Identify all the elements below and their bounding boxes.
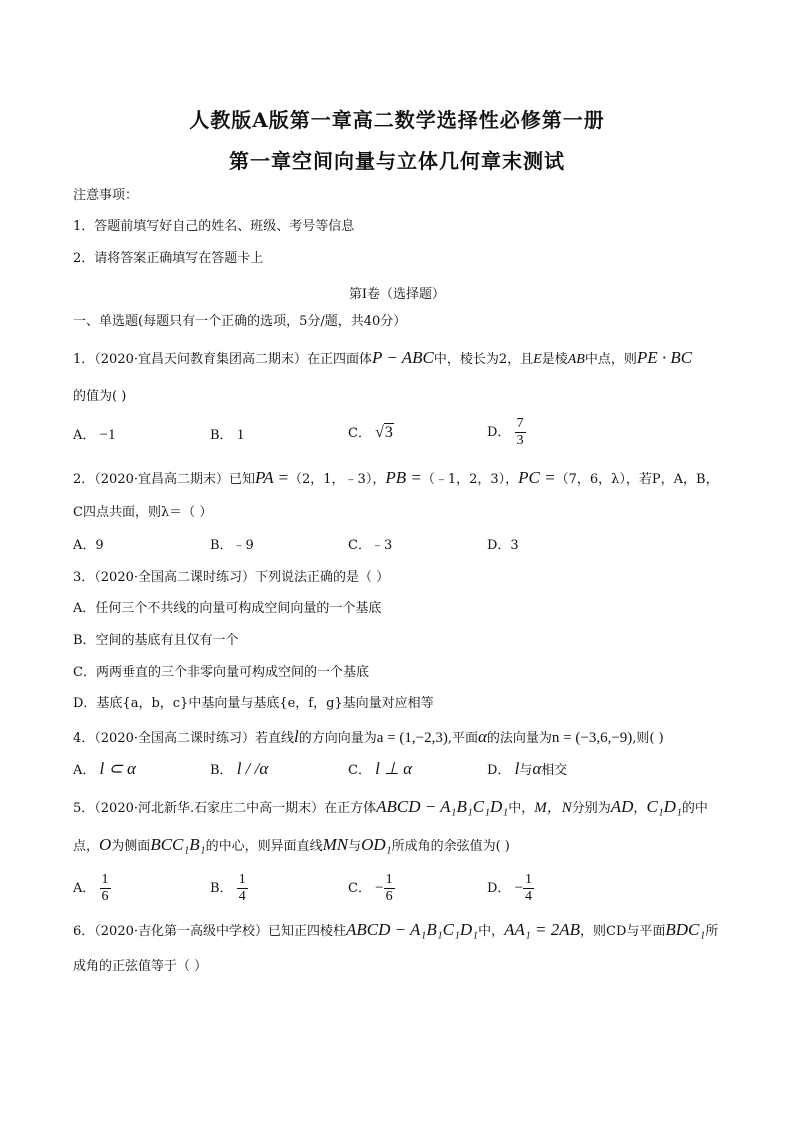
- q4-option-c: C． l ⊥ α: [348, 759, 413, 778]
- q2-option-d: D．3: [487, 538, 519, 553]
- q3-option-a: A．任何三个不共线的向量可构成空间向量的一个基底: [73, 601, 382, 616]
- q3-option-c: C．两两垂直的三个非零向量可构成空间的一个基底: [73, 665, 369, 680]
- q5-option-c: C． − $\frac{1}{6}$: [348, 872, 393, 904]
- notice-item-2: 2．请将答案正确填写在答题卡上: [73, 251, 264, 266]
- notice-heading: 注意事项：: [73, 188, 139, 203]
- q5-stem-line2: 点，O为侧面BCC₁B₁的中心，则异面直线MN与OD₁所成角的余弦值为( ): [73, 835, 510, 854]
- q2-stem: 2．（2020·宜昌高二期末）已知PA =（2，1，﹣3），PB =（﹣1，2，3），PC =（7，6，λ），若P，A，B，: [73, 468, 719, 487]
- q5-stem: 5．（2020·河北新华.石家庄二中高一期末）在正方体ABCD − A₁B₁C₁D₁中，M，N分别为AD，C₁D₁的中: [73, 797, 708, 816]
- q1-stem: 1．（2020·宜昌天问教育集团高二期末）在正四面体P − ABC中，棱长为2，且E是棱AB中点，则PE · BC: [73, 348, 693, 367]
- q3-stem: 3．（2020·全国高二课时练习）下列说法正确的是（ ）: [73, 570, 390, 585]
- q6-stem-line2: 成角的正弦值等于（ ）: [73, 959, 208, 974]
- q1-stem-line2: 的值为( ): [73, 389, 127, 404]
- q3-option-d: D．基底{a，b，c}中基向量与基底{e，f，g}基向量对应相等: [73, 696, 434, 711]
- q1-dot-product: PE · BC: [636, 348, 693, 367]
- main-title: 人教版A版第一章高二数学选择性必修第一册: [189, 108, 605, 132]
- q2-option-b: B．﹣9: [210, 538, 254, 553]
- q4-stem: 4．（2020·全国高二课时练习）若直线l的方向向量为a = (1,−2,3),平面α的法向量为n = (−3,6,−9),则( ): [73, 727, 664, 746]
- q2-option-c: C．﹣3: [348, 538, 393, 553]
- q3-option-b: B．空间的基底有且仅有一个: [73, 633, 239, 648]
- fraction: $\frac{7}{3}$: [516, 416, 524, 448]
- q5-option-d: D． − $\frac{1}{4}$: [487, 872, 533, 904]
- q2-stem-line2: C四点共面，则λ＝（ ）: [73, 505, 213, 520]
- q4-option-d: D． l与α相交: [487, 759, 568, 778]
- notice-item-1: 1．答题前填写好自己的姓名、班级、考号等信息: [73, 219, 355, 234]
- q4-option-b: B． l / /α: [210, 759, 269, 778]
- fraction: $\frac{1}{4}$: [525, 872, 533, 904]
- fraction: $\frac{1}{4}$: [238, 872, 246, 904]
- sub-title: 第一章空间向量与立体几何章末测试: [229, 149, 565, 173]
- fraction: $\frac{1}{6}$: [385, 872, 393, 904]
- section-heading: 一、单选题(每题只有一个正确的选项，5分/题，共40分）: [73, 314, 407, 329]
- q1-option-c: C． √3: [348, 424, 393, 441]
- q2-option-a: A．9: [73, 538, 104, 553]
- q1-tetrahedron: P − ABC: [372, 348, 434, 367]
- q4-option-a: A． l ⊂ α: [73, 759, 136, 778]
- q1-option-b: B． 1: [210, 427, 245, 443]
- q1-option-a: A． −1: [73, 427, 116, 443]
- q1-option-d: D． $\frac{7}{3}$: [487, 416, 524, 448]
- volume-label: 第I卷（选择题）: [348, 287, 446, 302]
- sqrt-icon: √3: [375, 424, 393, 441]
- q6-stem: 6．（2020·吉化第一高级中学校）已知正四棱柱ABCD − A₁B₁C₁D₁中，AA₁ = 2AB，则CD与平面BDC₁所: [73, 920, 719, 939]
- q5-option-b: B． $\frac{1}{4}$: [210, 872, 246, 904]
- q5-option-a: A． $\frac{1}{6}$: [73, 872, 109, 904]
- fraction: $\frac{1}{6}$: [101, 872, 109, 904]
